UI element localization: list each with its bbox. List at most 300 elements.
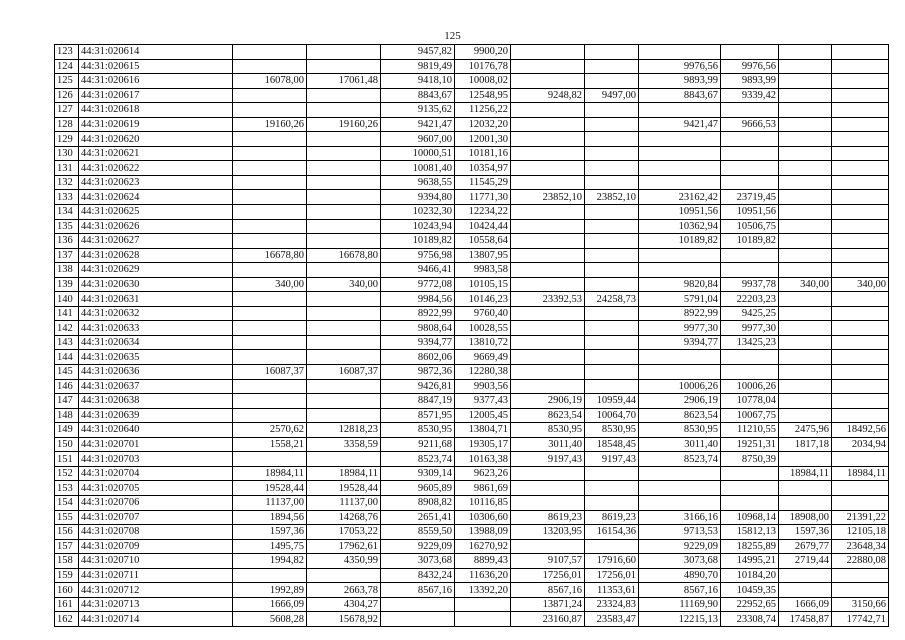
table-row (55, 59, 889, 74)
value-cell: 10064,70 (585, 408, 639, 423)
value-cell: 8922,99 (639, 306, 721, 321)
value-cell: 18255,89 (721, 539, 779, 554)
value-cell (511, 248, 585, 263)
value-cell (832, 74, 889, 89)
table-row (55, 205, 889, 220)
value-cell (585, 103, 639, 118)
value-cell: 8922,99 (381, 306, 455, 321)
table-row (55, 321, 889, 336)
value-cell: 12105,18 (832, 525, 889, 540)
table-row (55, 597, 889, 612)
value-cell: 8847,19 (381, 394, 455, 409)
value-cell (832, 88, 889, 103)
value-cell (233, 306, 307, 321)
value-cell (585, 234, 639, 249)
value-cell: 11353,61 (585, 583, 639, 598)
value-cell: 340,00 (233, 277, 307, 292)
row-number-cell: 132 (55, 175, 79, 190)
row-number-cell: 127 (55, 103, 79, 118)
value-cell: 10116,85 (455, 495, 511, 510)
cadastral-code-cell: 44:31:020703 (79, 452, 233, 467)
row-number-cell: 160 (55, 583, 79, 598)
cadastral-code-cell: 44:31:020622 (79, 161, 233, 176)
value-cell: 8843,67 (381, 88, 455, 103)
value-cell: 9377,43 (455, 394, 511, 409)
cadastral-code-cell: 44:31:020620 (79, 132, 233, 147)
value-cell (639, 495, 721, 510)
value-cell (233, 452, 307, 467)
value-cell: 9607,00 (381, 132, 455, 147)
value-cell: 16087,37 (307, 365, 381, 380)
table-row (55, 292, 889, 307)
table-row (55, 88, 889, 103)
value-cell: 9983,58 (455, 263, 511, 278)
row-number-cell: 153 (55, 481, 79, 496)
row-number-cell: 162 (55, 612, 79, 627)
value-cell: 9107,57 (511, 554, 585, 569)
value-cell: 16270,92 (455, 539, 511, 554)
cadastral-code-cell: 44:31:020614 (79, 45, 233, 60)
value-cell: 8899,43 (455, 554, 511, 569)
value-cell: 17053,22 (307, 525, 381, 540)
value-cell (233, 263, 307, 278)
value-cell (639, 481, 721, 496)
value-cell: 9466,41 (381, 263, 455, 278)
value-cell (639, 45, 721, 60)
value-cell (779, 59, 832, 74)
value-cell: 5791,04 (639, 292, 721, 307)
value-cell (233, 335, 307, 350)
value-cell (832, 117, 889, 132)
value-cell: 9421,47 (381, 117, 455, 132)
value-cell: 3166,16 (639, 510, 721, 525)
row-number-cell: 131 (55, 161, 79, 176)
row-number-cell: 144 (55, 350, 79, 365)
value-cell: 10558,64 (455, 234, 511, 249)
value-cell: 12280,38 (455, 365, 511, 380)
value-cell: 1597,36 (233, 525, 307, 540)
value-cell (639, 175, 721, 190)
table-row (55, 117, 889, 132)
row-number-cell: 161 (55, 597, 79, 612)
value-cell: 13392,20 (455, 583, 511, 598)
value-cell (779, 74, 832, 89)
value-cell (779, 365, 832, 380)
value-cell: 16087,37 (233, 365, 307, 380)
value-cell: 9820,84 (639, 277, 721, 292)
value-cell (307, 379, 381, 394)
value-cell: 9872,36 (381, 365, 455, 380)
value-cell: 10081,40 (381, 161, 455, 176)
value-cell: 24258,73 (585, 292, 639, 307)
value-cell (233, 45, 307, 60)
row-number-cell: 157 (55, 539, 79, 554)
value-cell: 19528,44 (233, 481, 307, 496)
cadastral-code-cell: 44:31:020618 (79, 103, 233, 118)
value-cell (233, 350, 307, 365)
value-cell (307, 263, 381, 278)
value-cell (779, 161, 832, 176)
table-row (55, 539, 889, 554)
row-number-cell: 137 (55, 248, 79, 263)
row-number-cell: 134 (55, 205, 79, 220)
value-cell (639, 466, 721, 481)
table-row (55, 495, 889, 510)
value-cell: 8571,95 (381, 408, 455, 423)
value-cell: 1992,89 (233, 583, 307, 598)
value-cell: 8567,16 (511, 583, 585, 598)
value-cell: 10424,44 (455, 219, 511, 234)
value-cell: 9605,89 (381, 481, 455, 496)
value-cell (233, 568, 307, 583)
value-cell: 17962,61 (307, 539, 381, 554)
table-row (55, 394, 889, 409)
value-cell: 8530,95 (381, 423, 455, 438)
cadastral-code-cell: 44:31:020630 (79, 277, 233, 292)
row-number-cell: 136 (55, 234, 79, 249)
table-row (55, 365, 889, 380)
value-cell: 1597,36 (779, 525, 832, 540)
value-cell: 23852,10 (585, 190, 639, 205)
value-cell: 12001,30 (455, 132, 511, 147)
value-cell (585, 146, 639, 161)
value-cell (511, 539, 585, 554)
value-cell (721, 146, 779, 161)
cadastral-code-cell: 44:31:020616 (79, 74, 233, 89)
value-cell: 19160,26 (233, 117, 307, 132)
value-cell (779, 146, 832, 161)
value-cell: 9421,47 (639, 117, 721, 132)
value-cell (233, 88, 307, 103)
value-cell (585, 263, 639, 278)
value-cell (832, 146, 889, 161)
value-cell: 2570,62 (233, 423, 307, 438)
value-cell: 17458,87 (779, 612, 832, 627)
table-row (55, 103, 889, 118)
value-cell (585, 175, 639, 190)
value-cell (307, 205, 381, 220)
value-cell (233, 161, 307, 176)
value-cell (511, 146, 585, 161)
value-cell: 8432,24 (381, 568, 455, 583)
value-cell: 13807,95 (455, 248, 511, 263)
value-cell: 9197,43 (511, 452, 585, 467)
value-cell (779, 379, 832, 394)
value-cell: 10459,35 (721, 583, 779, 598)
value-cell (585, 219, 639, 234)
value-cell (585, 539, 639, 554)
value-cell (511, 103, 585, 118)
cadastral-code-cell: 44:31:020705 (79, 481, 233, 496)
value-cell: 10189,82 (381, 234, 455, 249)
value-cell: 17916,60 (585, 554, 639, 569)
row-number-cell: 133 (55, 190, 79, 205)
value-cell: 18548,45 (585, 437, 639, 452)
value-cell (511, 263, 585, 278)
value-cell (585, 248, 639, 263)
value-cell (307, 321, 381, 336)
table-row (55, 306, 889, 321)
value-cell: 8523,74 (381, 452, 455, 467)
value-cell: 23719,45 (721, 190, 779, 205)
value-cell: 10176,78 (455, 59, 511, 74)
value-cell: 8567,16 (639, 583, 721, 598)
value-cell: 17256,01 (585, 568, 639, 583)
value-cell (639, 248, 721, 263)
value-cell (832, 379, 889, 394)
value-cell (233, 379, 307, 394)
value-cell (511, 466, 585, 481)
value-cell (779, 88, 832, 103)
value-cell (639, 263, 721, 278)
value-cell (511, 365, 585, 380)
value-cell (511, 175, 585, 190)
cadastral-code-cell: 44:31:020640 (79, 423, 233, 438)
value-cell: 9819,49 (381, 59, 455, 74)
value-cell: 3073,68 (381, 554, 455, 569)
value-cell (832, 248, 889, 263)
table-row (55, 146, 889, 161)
value-cell: 5608,28 (233, 612, 307, 627)
value-cell: 10506,75 (721, 219, 779, 234)
value-cell: 12234,22 (455, 205, 511, 220)
table-row (55, 277, 889, 292)
table-row (55, 612, 889, 627)
value-cell: 9394,77 (381, 335, 455, 350)
cadastral-code-cell: 44:31:020627 (79, 234, 233, 249)
value-cell (721, 45, 779, 60)
value-cell (307, 45, 381, 60)
value-cell (779, 495, 832, 510)
value-cell (832, 306, 889, 321)
value-cell (585, 161, 639, 176)
value-cell (779, 568, 832, 583)
value-cell: 9211,68 (381, 437, 455, 452)
value-cell: 8530,95 (511, 423, 585, 438)
value-cell (307, 59, 381, 74)
value-cell: 16154,36 (585, 525, 639, 540)
value-cell: 19305,17 (455, 437, 511, 452)
table-row (55, 219, 889, 234)
value-cell: 23648,34 (832, 539, 889, 554)
value-cell: 10184,20 (721, 568, 779, 583)
table-row (55, 379, 889, 394)
value-cell: 8619,23 (511, 510, 585, 525)
value-cell: 3073,68 (639, 554, 721, 569)
value-cell (381, 597, 455, 612)
cadastral-code-cell: 44:31:020629 (79, 263, 233, 278)
value-cell: 9229,09 (381, 539, 455, 554)
table-row (55, 583, 889, 598)
value-cell: 9903,56 (455, 379, 511, 394)
value-cell (307, 132, 381, 147)
row-number-cell: 155 (55, 510, 79, 525)
value-cell: 2679,77 (779, 539, 832, 554)
cadastral-code-cell: 44:31:020632 (79, 306, 233, 321)
value-cell: 3011,40 (511, 437, 585, 452)
value-cell (639, 132, 721, 147)
value-cell (233, 234, 307, 249)
row-number-cell: 143 (55, 335, 79, 350)
cadastral-code-cell: 44:31:020709 (79, 539, 233, 554)
value-cell (721, 132, 779, 147)
table-body (55, 45, 889, 627)
cadastral-code-cell: 44:31:020621 (79, 146, 233, 161)
value-cell: 12548,95 (455, 88, 511, 103)
value-cell: 9669,49 (455, 350, 511, 365)
value-cell (511, 59, 585, 74)
cadastral-code-cell: 44:31:020617 (79, 88, 233, 103)
cadastral-code-cell: 44:31:020704 (79, 466, 233, 481)
value-cell: 18984,11 (832, 466, 889, 481)
value-cell: 18492,56 (832, 423, 889, 438)
value-cell: 19528,44 (307, 481, 381, 496)
value-cell (307, 146, 381, 161)
value-cell (307, 219, 381, 234)
value-cell (233, 321, 307, 336)
value-cell (511, 74, 585, 89)
value-cell (639, 103, 721, 118)
value-cell (832, 568, 889, 583)
value-cell (721, 175, 779, 190)
value-cell: 23160,87 (511, 612, 585, 627)
row-number-cell: 151 (55, 452, 79, 467)
value-cell: 10105,15 (455, 277, 511, 292)
row-number-cell: 130 (55, 146, 79, 161)
value-cell (639, 161, 721, 176)
value-cell (307, 306, 381, 321)
value-cell: 8750,39 (721, 452, 779, 467)
value-cell: 9339,42 (721, 88, 779, 103)
table-row (55, 452, 889, 467)
table-row (55, 466, 889, 481)
value-cell (307, 350, 381, 365)
row-number-cell: 123 (55, 45, 79, 60)
value-cell (779, 350, 832, 365)
value-cell (779, 45, 832, 60)
value-cell: 10006,26 (721, 379, 779, 394)
value-cell (455, 612, 511, 627)
value-cell (511, 161, 585, 176)
value-cell: 10146,23 (455, 292, 511, 307)
value-cell (585, 335, 639, 350)
value-cell: 2663,78 (307, 583, 381, 598)
value-cell (779, 234, 832, 249)
table-row (55, 45, 889, 60)
value-cell: 3358,59 (307, 437, 381, 452)
value-cell: 9666,53 (721, 117, 779, 132)
cadastral-code-cell: 44:31:020633 (79, 321, 233, 336)
value-cell (233, 175, 307, 190)
row-number-cell: 129 (55, 132, 79, 147)
value-cell: 22880,08 (832, 554, 889, 569)
cadastral-code-cell: 44:31:020701 (79, 437, 233, 452)
row-number-cell: 140 (55, 292, 79, 307)
value-cell: 14268,76 (307, 510, 381, 525)
value-cell (233, 219, 307, 234)
value-cell (832, 161, 889, 176)
cadastral-code-cell: 44:31:020635 (79, 350, 233, 365)
value-cell: 22952,65 (721, 597, 779, 612)
value-cell (511, 495, 585, 510)
value-cell (832, 190, 889, 205)
value-cell (779, 117, 832, 132)
value-cell: 15812,13 (721, 525, 779, 540)
value-cell (832, 408, 889, 423)
value-cell: 9977,30 (721, 321, 779, 336)
cadastral-code-cell: 44:31:020708 (79, 525, 233, 540)
value-cell: 15678,92 (307, 612, 381, 627)
value-cell (639, 146, 721, 161)
value-cell: 9638,55 (381, 175, 455, 190)
value-cell: 9976,56 (721, 59, 779, 74)
value-cell: 8908,82 (381, 495, 455, 510)
value-cell: 11210,55 (721, 423, 779, 438)
value-cell (233, 146, 307, 161)
value-cell: 9497,00 (585, 88, 639, 103)
row-number-cell: 126 (55, 88, 79, 103)
cadastral-code-cell: 44:31:020639 (79, 408, 233, 423)
value-cell (307, 88, 381, 103)
cadastral-code-cell: 44:31:020706 (79, 495, 233, 510)
value-cell: 11137,00 (233, 495, 307, 510)
value-cell (585, 74, 639, 89)
table-row (55, 335, 889, 350)
value-cell (779, 452, 832, 467)
value-cell (779, 306, 832, 321)
value-cell (832, 59, 889, 74)
value-cell: 14995,21 (721, 554, 779, 569)
value-cell: 9713,53 (639, 525, 721, 540)
value-cell: 10959,44 (585, 394, 639, 409)
table-row (55, 350, 889, 365)
row-number-cell: 138 (55, 263, 79, 278)
value-cell (511, 335, 585, 350)
value-cell (511, 234, 585, 249)
value-cell (779, 219, 832, 234)
cadastral-code-cell: 44:31:020707 (79, 510, 233, 525)
data-table (54, 44, 889, 627)
value-cell (585, 379, 639, 394)
row-number-cell: 149 (55, 423, 79, 438)
value-cell: 10189,82 (639, 234, 721, 249)
value-cell (381, 612, 455, 627)
value-cell (639, 350, 721, 365)
value-cell: 2651,41 (381, 510, 455, 525)
value-cell (779, 190, 832, 205)
value-cell (585, 117, 639, 132)
value-cell: 8623,54 (639, 408, 721, 423)
value-cell: 2475,96 (779, 423, 832, 438)
value-cell: 23583,47 (585, 612, 639, 627)
value-cell: 11256,22 (455, 103, 511, 118)
value-cell: 9984,56 (381, 292, 455, 307)
page-number: 125 (444, 30, 461, 42)
cadastral-code-cell: 44:31:020619 (79, 117, 233, 132)
value-cell: 340,00 (832, 277, 889, 292)
value-cell (779, 263, 832, 278)
cadastral-code-cell: 44:31:020638 (79, 394, 233, 409)
value-cell (233, 132, 307, 147)
value-cell: 9426,81 (381, 379, 455, 394)
value-cell (233, 103, 307, 118)
table-row (55, 74, 889, 89)
value-cell: 10000,51 (381, 146, 455, 161)
table-row (55, 437, 889, 452)
value-cell: 12215,13 (639, 612, 721, 627)
value-cell (307, 394, 381, 409)
value-cell: 18984,11 (307, 466, 381, 481)
